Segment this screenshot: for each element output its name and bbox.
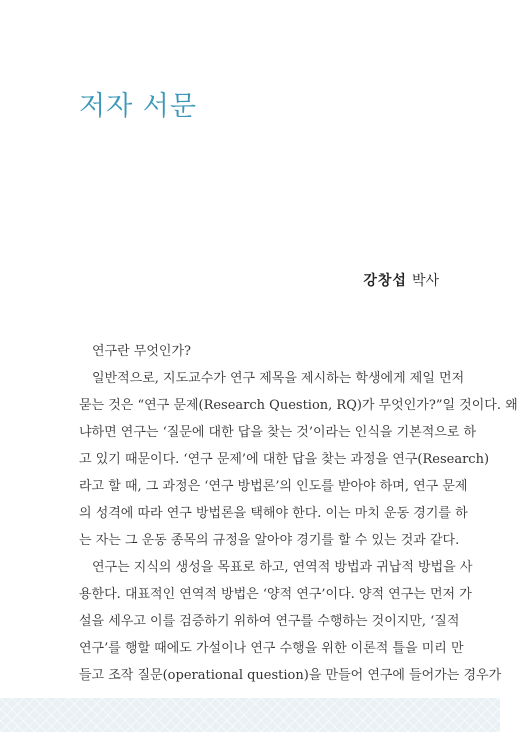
paragraph-line: 고 있기 때문이다. ‘연구 문제’에 대한 답을 찾는 과정을 연구(Research) xyxy=(79,452,490,467)
paragraph-line: 설을 세우고 이를 검증하기 위하여 연구를 수행하는 것이지만, ‘질적 xyxy=(79,614,460,629)
author-name: 강창섭 xyxy=(363,273,407,289)
paragraph-line: 연구’를 행할 때에도 가설이나 연구 수행을 위한 이론적 틀을 미리 만 xyxy=(79,641,464,656)
paragraph-line: 용한다. 대표적인 연역적 방법은 ‘양적 연구’이다. 양적 연구는 먼저 가 xyxy=(79,587,472,602)
author-byline xyxy=(363,270,439,290)
paragraph-line: 일반적으로, 지도교수가 연구 제목을 제시하는 학생에게 제일 먼저 xyxy=(92,371,465,386)
paragraph-line: 들고 조작 질문(operational question)을 만들어 연구에 들어가는 경우가 xyxy=(79,668,502,683)
paragraph-line: 냐하면 연구는 ‘질문에 대한 답을 찾는 것’이라는 인식을 기본적으로 하 xyxy=(79,425,477,440)
chapter-title: 저자 서문 xyxy=(79,91,197,122)
paragraph-line: 묻는 것은 “연구 문제(Research Question, RQ)가 무엇인가?”일 것이다. 왜 xyxy=(79,398,518,413)
author-title: 박사 xyxy=(411,273,439,289)
paragraph-line: 는 자는 그 운동 종목의 규정을 알아야 경기를 할 수 있는 것과 같다. xyxy=(79,533,460,548)
paragraph-line: 연구는 지식의 생성을 목표로 하고, 연역적 방법과 귀납적 방법을 사 xyxy=(92,560,473,575)
preface-body xyxy=(79,338,518,689)
paragraph-line: 연구란 무엇인가? xyxy=(92,344,192,359)
decorative-footer-pattern xyxy=(0,698,500,732)
paragraph-line: 라고 할 때, 그 과정은 ‘연구 방법론’의 인도를 받아야 하며, 연구 문제 xyxy=(79,479,468,494)
paragraph-line: 의 성격에 따라 연구 방법론을 택해야 한다. 이는 마치 운동 경기를 하 xyxy=(79,506,468,521)
